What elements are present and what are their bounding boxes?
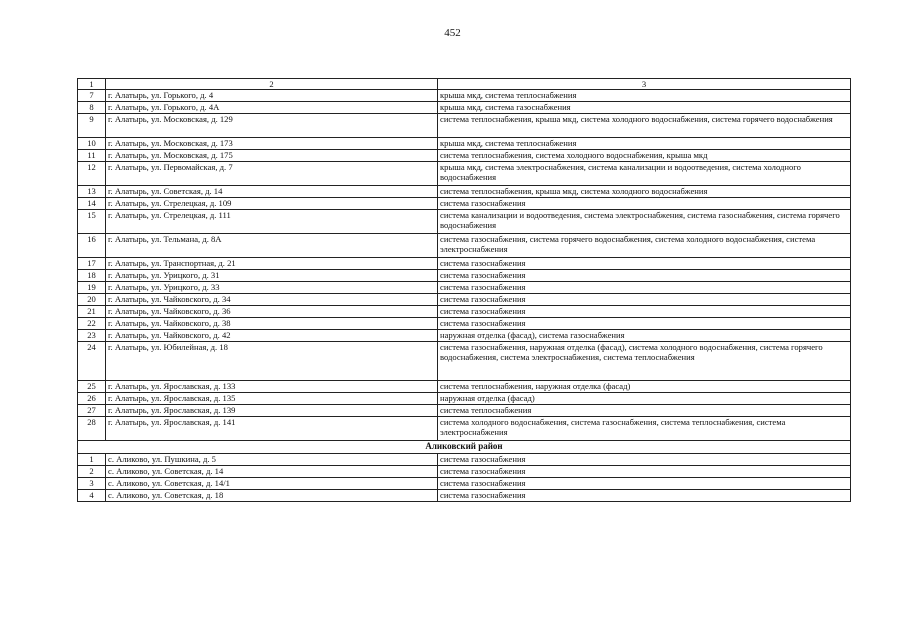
table-row: [78, 186, 851, 198]
row-address: г. Алатырь, ул. Московская, д. 173: [106, 138, 438, 150]
row-systems: крыша мкд, система электроснабжения, система канализации и водоотведения, система холодного водоснабжения: [438, 162, 851, 186]
row-address: с. Аликово, ул. Советская, д. 18: [106, 490, 438, 502]
row-systems: система газоснабжения: [438, 306, 851, 318]
table-row: [78, 282, 851, 294]
row-systems: система газоснабжения: [438, 490, 851, 502]
header-col-number: 1: [78, 79, 106, 90]
row-address: г. Алатырь, ул. Урицкого, д. 33: [106, 282, 438, 294]
table-row: [78, 114, 851, 138]
row-number: 8: [78, 102, 106, 114]
table-row: [78, 342, 851, 381]
row-systems: система газоснабжения: [438, 454, 851, 466]
row-number: 24: [78, 342, 106, 381]
row-number: 2: [78, 466, 106, 478]
row-address: с. Аликово, ул. Советская, д. 14: [106, 466, 438, 478]
row-address: г. Алатырь, ул. Юбилейная, д. 18: [106, 342, 438, 381]
row-systems: система канализации и водоотведения, система электроснабжения, система газоснабжения, система горячего водоснабжения: [438, 210, 851, 234]
row-number: 10: [78, 138, 106, 150]
row-systems: система газоснабжения, система горячего водоснабжения, система холодного водоснабжения, система электроснабжения: [438, 234, 851, 258]
row-address: г. Алатырь, ул. Ярославская, д. 139: [106, 405, 438, 417]
table-row: [78, 258, 851, 270]
row-address: г. Алатырь, ул. Чайковского, д. 34: [106, 294, 438, 306]
district-heading: Аликовский район: [78, 441, 851, 454]
table-row: [78, 150, 851, 162]
row-systems: крыша мкд, система теплоснабжения: [438, 138, 851, 150]
header-row: [78, 79, 851, 90]
row-address: г. Алатырь, ул. Московская, д. 129: [106, 114, 438, 138]
row-systems: система газоснабжения: [438, 478, 851, 490]
row-address: г. Алатырь, ул. Первомайская, д. 7: [106, 162, 438, 186]
repair-table-body: [78, 79, 851, 502]
row-address: г. Алатырь, ул. Горького, д. 4: [106, 90, 438, 102]
row-number: 25: [78, 381, 106, 393]
table-row: [78, 405, 851, 417]
row-systems: система газоснабжения, наружная отделка (фасад), система холодного водоснабжения, система горячего водоснабжения, система электроснабжения, система теплоснабжения: [438, 342, 851, 381]
row-address: г. Алатырь, ул. Московская, д. 175: [106, 150, 438, 162]
row-systems: крыша мкд, система теплоснабжения: [438, 90, 851, 102]
row-systems: система газоснабжения: [438, 282, 851, 294]
district-heading-row: [78, 441, 851, 454]
row-address: г. Алатырь, ул. Советская, д. 14: [106, 186, 438, 198]
row-systems: наружная отделка (фасад), система газоснабжения: [438, 330, 851, 342]
row-systems: система газоснабжения: [438, 294, 851, 306]
row-number: 28: [78, 417, 106, 441]
table-row: [78, 466, 851, 478]
row-systems: крыша мкд, система газоснабжения: [438, 102, 851, 114]
row-number: 16: [78, 234, 106, 258]
table-row: [78, 198, 851, 210]
table-row: [78, 162, 851, 186]
row-address: г. Алатырь, ул. Ярославская, д. 133: [106, 381, 438, 393]
repair-table: [77, 78, 851, 502]
row-systems: система газоснабжения: [438, 258, 851, 270]
row-number: 26: [78, 393, 106, 405]
row-number: 20: [78, 294, 106, 306]
table-row: [78, 478, 851, 490]
row-address: с. Аликово, ул. Пушкина, д. 5: [106, 454, 438, 466]
row-number: 11: [78, 150, 106, 162]
row-address: г. Алатырь, ул. Чайковского, д. 36: [106, 306, 438, 318]
row-address: г. Алатырь, ул. Тельмана, д. 8А: [106, 234, 438, 258]
row-address: г. Алатырь, ул. Чайковского, д. 38: [106, 318, 438, 330]
row-number: 14: [78, 198, 106, 210]
row-number: 21: [78, 306, 106, 318]
header-col-systems: 3: [438, 79, 851, 90]
row-address: г. Алатырь, ул. Горького, д. 4А: [106, 102, 438, 114]
header-col-address: 2: [106, 79, 438, 90]
row-address: г. Алатырь, ул. Стрелецкая, д. 111: [106, 210, 438, 234]
row-number: 3: [78, 478, 106, 490]
table-row: [78, 270, 851, 282]
table-row: [78, 90, 851, 102]
table-row: [78, 393, 851, 405]
row-address: с. Аликово, ул. Советская, д. 14/1: [106, 478, 438, 490]
row-address: г. Алатырь, ул. Урицкого, д. 31: [106, 270, 438, 282]
table-row: [78, 294, 851, 306]
table-row: [78, 234, 851, 258]
row-number: 15: [78, 210, 106, 234]
row-systems: система газоснабжения: [438, 466, 851, 478]
row-number: 1: [78, 454, 106, 466]
row-systems: наружная отделка (фасад): [438, 393, 851, 405]
table-row: [78, 454, 851, 466]
row-number: 18: [78, 270, 106, 282]
row-number: 4: [78, 490, 106, 502]
row-number: 7: [78, 90, 106, 102]
table-row: [78, 381, 851, 393]
row-systems: система теплоснабжения, система холодного водоснабжения, крыша мкд: [438, 150, 851, 162]
table-row: [78, 102, 851, 114]
row-number: 19: [78, 282, 106, 294]
row-number: 13: [78, 186, 106, 198]
row-number: 17: [78, 258, 106, 270]
row-number: 22: [78, 318, 106, 330]
table-row: [78, 330, 851, 342]
row-address: г. Алатырь, ул. Ярославская, д. 141: [106, 417, 438, 441]
row-address: г. Алатырь, ул. Ярославская, д. 135: [106, 393, 438, 405]
table-row: [78, 306, 851, 318]
table-row: [78, 417, 851, 441]
row-address: г. Алатырь, ул. Стрелецкая, д. 109: [106, 198, 438, 210]
row-systems: система газоснабжения: [438, 198, 851, 210]
row-systems: система теплоснабжения, крыша мкд, система холодного водоснабжения, система горячего водоснабжения: [438, 114, 851, 138]
table-row: [78, 490, 851, 502]
row-number: 9: [78, 114, 106, 138]
row-number: 27: [78, 405, 106, 417]
row-systems: система теплоснабжения: [438, 405, 851, 417]
table-row: [78, 318, 851, 330]
row-number: 23: [78, 330, 106, 342]
page-number: 452: [444, 27, 461, 39]
row-systems: система теплоснабжения, наружная отделка (фасад): [438, 381, 851, 393]
row-systems: система теплоснабжения, крыша мкд, система холодного водоснабжения: [438, 186, 851, 198]
row-systems: система газоснабжения: [438, 270, 851, 282]
row-address: г. Алатырь, ул. Транспортная, д. 21: [106, 258, 438, 270]
row-address: г. Алатырь, ул. Чайковского, д. 42: [106, 330, 438, 342]
row-number: 12: [78, 162, 106, 186]
table-row: [78, 210, 851, 234]
row-systems: система газоснабжения: [438, 318, 851, 330]
row-systems: система холодного водоснабжения, система газоснабжения, система теплоснабжения, система электроснабжения: [438, 417, 851, 441]
table-row: [78, 138, 851, 150]
